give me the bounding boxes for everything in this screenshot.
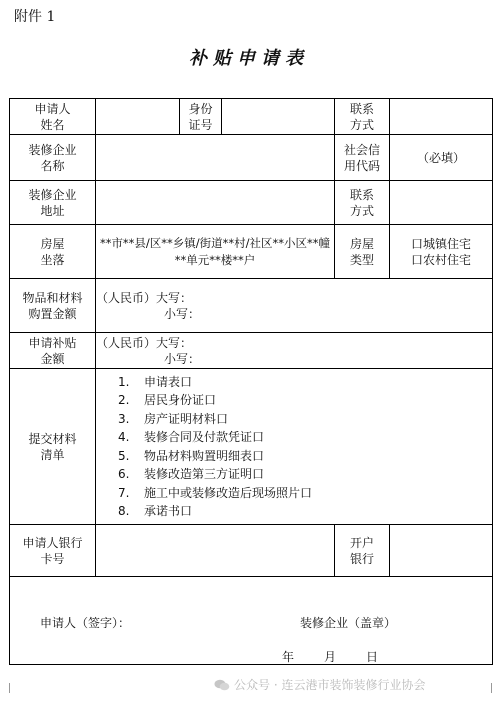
wechat-icon xyxy=(214,679,230,691)
applicant-signature[interactable]: 申请人（签字）： xyxy=(40,616,131,630)
material-item[interactable]: 3. 房产证明材料口 xyxy=(118,411,229,426)
purchase-amount-label: 物品和材料 购置金额 xyxy=(10,279,96,333)
materials-list xyxy=(98,373,490,521)
house-location-value[interactable]: **市**县/区**乡镇/街道**村/社区**小区**幢**单元**楼**户 xyxy=(96,225,335,279)
applicant-name-label: 申请人 姓名 xyxy=(10,99,96,135)
credit-code-label: 社会信 用代码 xyxy=(335,135,390,181)
contact-field-2[interactable] xyxy=(390,181,493,225)
bank-label: 开户 银行 xyxy=(335,525,390,577)
bank-card-field[interactable] xyxy=(96,525,335,577)
form-title: 补贴申请表 xyxy=(189,48,309,69)
corner-mark-left xyxy=(9,683,10,693)
attachment-label: 附件 1 xyxy=(14,9,56,25)
corner-mark-right xyxy=(491,683,492,693)
material-item[interactable]: 7. 施工中或装修改造后现场照片口 xyxy=(118,485,313,500)
watermark: 公众号 · 连云港市装饰装修行业协会 xyxy=(214,676,425,693)
house-type-rural[interactable]: 口农村住宅 xyxy=(410,252,471,267)
material-item[interactable]: 5. 物品材料购置明细表口 xyxy=(118,448,265,463)
required-note: （必填） xyxy=(416,150,465,165)
applicant-name-field[interactable] xyxy=(96,99,180,135)
house-type-label: 房屋 类型 xyxy=(335,225,390,279)
materials-label: 提交材料 清单 xyxy=(10,369,96,525)
material-item[interactable]: 6. 装修改造第三方证明口 xyxy=(118,467,265,481)
credit-code-field[interactable] xyxy=(390,135,493,181)
bank-card-label: 申请人银行 卡号 xyxy=(10,525,96,577)
bank-field[interactable] xyxy=(390,525,493,577)
subsidy-application-form xyxy=(9,98,493,665)
house-type-options[interactable] xyxy=(390,225,493,279)
contact-label-2: 联系 方式 xyxy=(335,181,390,225)
id-number-field[interactable] xyxy=(222,99,335,135)
company-name-field[interactable] xyxy=(96,135,335,181)
company-name-label: 装修企业 名称 xyxy=(10,135,96,181)
signature-section xyxy=(10,577,493,665)
house-type-urban[interactable]: 口城镇住宅 xyxy=(410,236,471,251)
company-seal[interactable]: 装修企业（盖章） xyxy=(300,616,397,630)
house-location-label: 房屋 坐落 xyxy=(10,225,96,279)
purchase-amount-field[interactable]: （人民币）大写： 小写： xyxy=(96,279,493,333)
subsidy-amount-label: 申请补贴 金额 xyxy=(10,333,96,369)
contact-field[interactable] xyxy=(390,99,493,135)
id-number-label: 身份 证号 xyxy=(180,99,222,135)
materials-list-cell xyxy=(96,369,493,525)
subsidy-amount-field[interactable]: （人民币）大写： 小写： xyxy=(96,333,493,369)
signature-date[interactable]: 年 月 日 xyxy=(282,650,379,664)
material-item[interactable]: 8. 承诺书口 xyxy=(118,504,193,518)
material-item[interactable]: 1. 申请表口 xyxy=(118,374,193,389)
company-address-field[interactable] xyxy=(96,181,335,225)
material-item[interactable]: 2. 居民身份证口 xyxy=(118,393,217,407)
contact-label: 联系 方式 xyxy=(335,99,390,135)
material-item[interactable]: 4. 装修合同及付款凭证口 xyxy=(118,430,265,444)
company-address-label: 装修企业 地址 xyxy=(10,181,96,225)
